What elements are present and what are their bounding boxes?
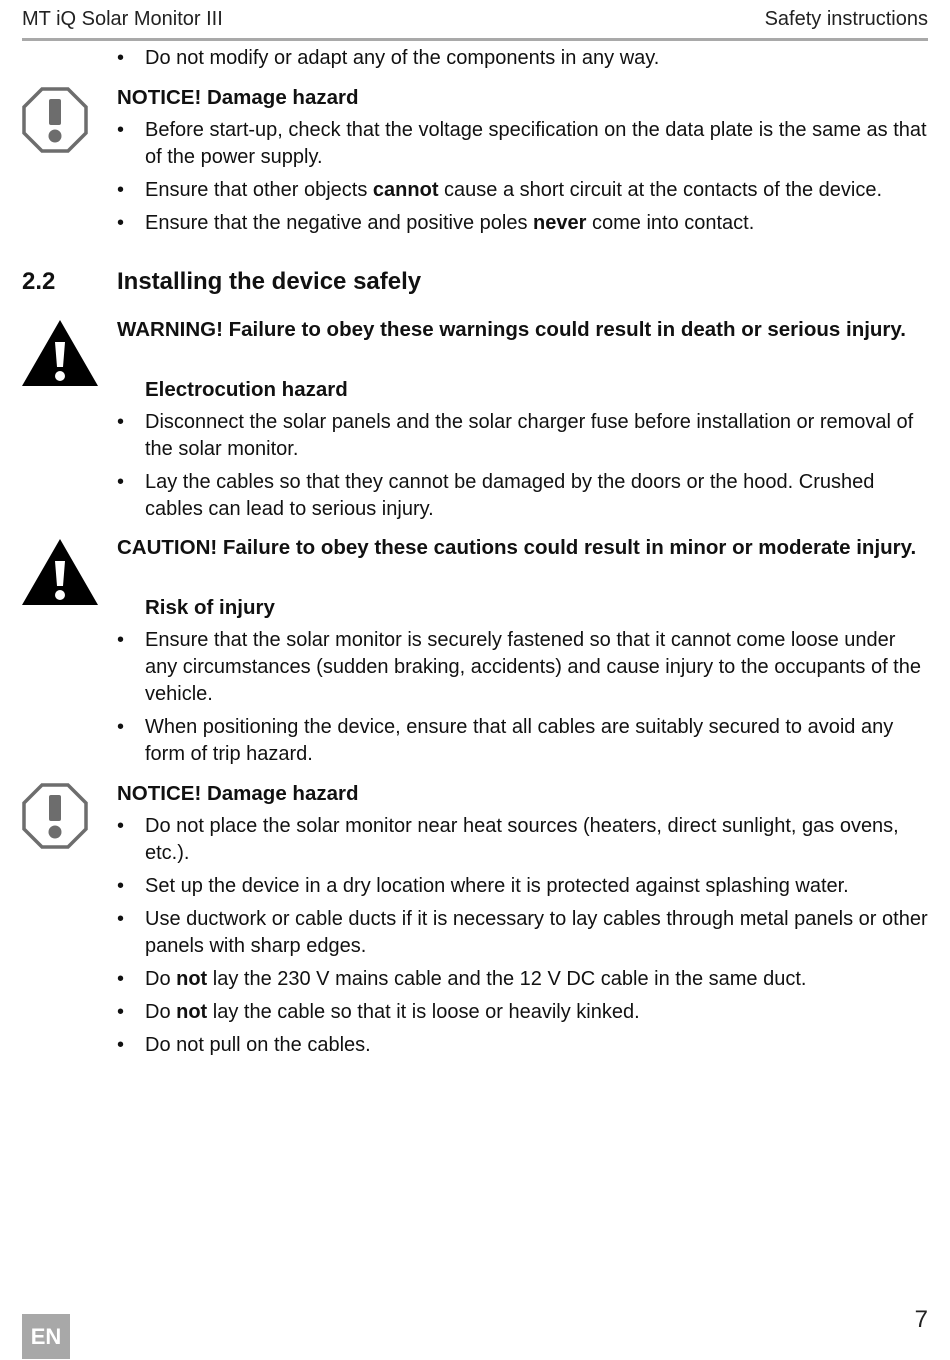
- list-item-text: Do not lay the cable so that it is loose or heavily kinked.: [145, 1001, 640, 1023]
- list-item: [117, 627, 929, 708]
- list-item-text: Do not lay the 230 V mains cable and the 12 V DC cable in the same duct.: [145, 968, 807, 990]
- list-item-text: Do not place the solar monitor near heat sources (heaters, direct sunlight, gas ovens, etc.).: [145, 815, 899, 864]
- notice-exclamation-octagon-icon: [22, 783, 88, 849]
- bullet-dot: •: [117, 411, 125, 433]
- list-item: [117, 45, 929, 72]
- bullet-dot: •: [117, 629, 125, 651]
- list-item-text: Do not pull on the cables.: [145, 1034, 371, 1056]
- caution-title: CAUTION! Failure to obey these cautions could result in minor or moderate injury.: [117, 536, 917, 559]
- bullet-dot: •: [117, 471, 125, 493]
- warning-triangle-icon: [22, 320, 98, 386]
- bullet-dot: •: [117, 716, 125, 738]
- list-item-text: Disconnect the solar panels and the solar charger fuse before installation or removal of the solar monitor.: [145, 411, 914, 460]
- list-item-text: Lay the cables so that they cannot be damaged by the doors or the hood. Crushed cables can lead to serious injury.: [145, 471, 875, 520]
- list-item: [117, 210, 929, 237]
- section-number: 2.2: [22, 268, 56, 295]
- list-item: [117, 999, 929, 1026]
- list-item-text: Before start-up, check that the voltage specification on the data plate is the same as that of the power supply.: [145, 119, 927, 168]
- notice-exclamation-octagon-icon: [22, 87, 88, 153]
- list-item: [117, 906, 929, 960]
- header-chapter-title: Safety instructions: [764, 8, 928, 30]
- warning-triangle-icon: [22, 539, 98, 605]
- list-item: [117, 714, 929, 768]
- list-item-text: Set up the device in a dry location where it is protected against splashing water.: [145, 875, 849, 897]
- list-item-text: Do not modify or adapt any of the components in any way.: [145, 47, 660, 69]
- language-tab: EN: [22, 1314, 70, 1359]
- list-item: [117, 813, 929, 867]
- list-item: [117, 177, 929, 204]
- bullet-dot: •: [117, 815, 125, 837]
- list-item: [117, 966, 929, 993]
- header-divider: [22, 38, 928, 41]
- bullet-dot: •: [117, 47, 125, 69]
- list-item-text: When positioning the device, ensure that all cables are suitably secured to avoid any form of trip hazard.: [145, 716, 894, 765]
- list-item-text: Ensure that the solar monitor is securely fastened so that it cannot come loose under any circumstances (sudden braking, accidents) and cause injury to the occupants of the vehicle.: [145, 629, 921, 705]
- bullet-dot: •: [117, 1034, 125, 1056]
- bullet-dot: •: [117, 1001, 125, 1023]
- bullet-dot: •: [117, 875, 125, 897]
- warning-title: WARNING! Failure to obey these warnings could result in death or serious injury.: [117, 318, 906, 341]
- bullet-dot: •: [117, 212, 125, 234]
- header-product-name: MT iQ Solar Monitor III: [22, 8, 223, 30]
- list-item: [117, 409, 929, 463]
- bullet-dot: •: [117, 179, 125, 201]
- warning-subtitle: Electrocution hazard: [145, 378, 348, 401]
- list-item: [117, 117, 929, 171]
- list-item: [117, 469, 929, 523]
- list-item: [117, 1032, 929, 1059]
- bullet-dot: •: [117, 968, 125, 990]
- bullet-dot: •: [117, 119, 125, 141]
- page-number: 7: [914, 1306, 928, 1333]
- section-title: Installing the device safely: [117, 268, 422, 295]
- list-item-text: Ensure that the negative and positive poles never come into contact.: [145, 212, 755, 234]
- notice-title: NOTICE! Damage hazard: [117, 86, 359, 109]
- caution-subtitle: Risk of injury: [145, 596, 275, 619]
- bullet-dot: •: [117, 908, 125, 930]
- notice-title: NOTICE! Damage hazard: [117, 782, 359, 805]
- list-item-text: Use ductwork or cable ducts if it is necessary to lay cables through metal panels or other panels with sharp edges.: [145, 908, 928, 957]
- list-item-text: Ensure that other objects cannot cause a short circuit at the contacts of the device.: [145, 179, 883, 201]
- list-item: [117, 873, 929, 900]
